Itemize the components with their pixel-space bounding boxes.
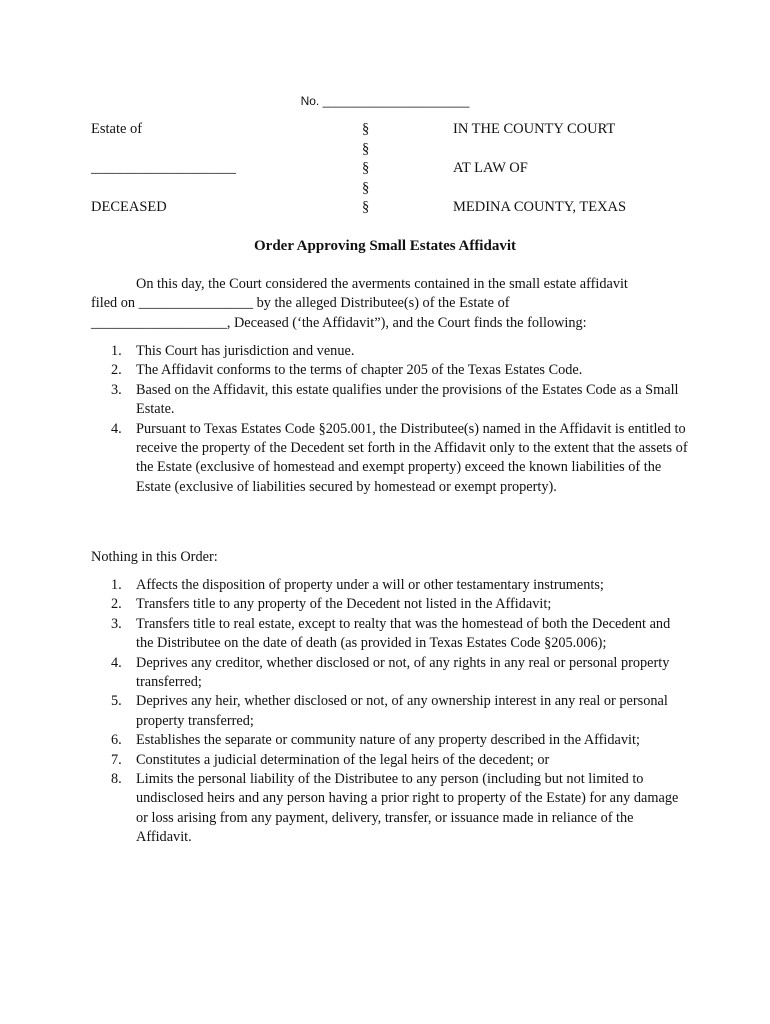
list-number: 1.: [111, 577, 122, 593]
list-item: [91, 361, 691, 380]
list-number: 5.: [111, 693, 122, 710]
list-number: 3.: [111, 615, 122, 632]
document-title: Order Approving Small Estates Affidavit: [254, 238, 516, 254]
decedent-name-blank: ____________________: [91, 160, 236, 176]
caption-left: DECEASED: [91, 199, 167, 215]
list-item: [91, 576, 691, 595]
caption-row: [0, 180, 770, 200]
list-text: Deprives any creditor, whether disclosed or not, of any rights in any real or personal property transferred;: [136, 654, 670, 691]
list-text: Deprives any heir, whether disclosed or not, of any ownership interest in any real or personal property transferred;: [136, 693, 668, 729]
intro-line: ___________________, Deceased (‘the Affidavit”), and the Court finds the following:: [91, 314, 587, 331]
section-symbol: §: [362, 160, 370, 176]
intro-paragraph: [91, 275, 691, 333]
list-number: 3.: [111, 381, 122, 398]
list-item: [91, 692, 691, 731]
intro-line: On this day, the Court considered the averments contained in the small estate affidavit: [136, 276, 628, 292]
list-number: 7.: [111, 751, 122, 768]
list-text: This Court has jurisdiction and venue.: [136, 343, 355, 359]
caption-left: Estate of: [91, 121, 143, 137]
caption-right: MEDINA COUNTY, TEXAS: [453, 199, 627, 215]
list-text: The Affidavit conforms to the terms of chapter 205 of the Texas Estates Code.: [136, 362, 583, 379]
list-number: 4.: [111, 654, 122, 671]
section-symbol: §: [362, 199, 370, 215]
caption-right: AT LAW OF: [453, 160, 528, 176]
list-text: Affects the disposition of property under a will or other testamentary instruments;: [136, 577, 604, 593]
list-item: [91, 595, 691, 614]
list-number: 8.: [111, 771, 122, 788]
list-item: [91, 731, 691, 750]
section-symbol: §: [362, 179, 370, 196]
list-number: 1.: [111, 343, 122, 359]
list-item: [91, 615, 691, 654]
list-item: [91, 751, 691, 770]
list-text: Transfers title to real estate, except to realty that was the homestead of both the Decedent and the Distributee on the date of death (as provided in Texas Estates Code §205.006);: [136, 615, 671, 652]
list-text: Transfers title to any property of the Decedent not listed in the Affidavit;: [136, 596, 552, 613]
caption-row: [0, 121, 770, 141]
findings-list: [91, 342, 691, 497]
list-text: Pursuant to Texas Estates Code §205.001, the Distributee(s) named in the Affidavit is entitled to receive the property of the Decedent set forth in the Affidavit only to the extent that the assets of the Estate (exclusive of homestead and exempt property) exceed the known liabilities of the Estate (exclusive of liabilities secured by homestead or exempt property).: [136, 420, 688, 495]
list-text: Based on the Affidavit, this estate qualifies under the provisions of the Estates Code as a Small Estate.: [136, 381, 679, 418]
caption-row: [0, 141, 770, 161]
list-number: 2.: [111, 362, 122, 379]
list-text: Limits the personal liability of the Distributee to any person (including but not limited to undisclosed heirs and any person having a prior right to property of the Estate) for any damage or loss arising from any payment, delivery, transfer, or issuance made in reliance of the Affidavit.: [136, 771, 679, 846]
list-number: 4.: [111, 420, 122, 437]
caption-row: [0, 160, 770, 180]
intro-line: filed on ________________ by the alleged Distributee(s) of the Estate of: [91, 295, 510, 312]
case-number: No. ______________________: [300, 94, 470, 108]
section-symbol: §: [362, 121, 370, 137]
list-item: [91, 342, 691, 361]
list-number: 2.: [111, 596, 122, 613]
caption-right: IN THE COUNTY COURT: [453, 121, 616, 137]
nothing-heading: Nothing in this Order:: [91, 549, 218, 565]
list-text: Constitutes a judicial determination of the legal heirs of the decedent; or: [136, 751, 550, 768]
section-symbol: §: [362, 140, 370, 157]
list-text: Establishes the separate or community nature of any property described in the Affidavit;: [136, 732, 640, 749]
list-item: [91, 654, 691, 693]
limitations-list: [91, 576, 691, 848]
list-item: [91, 420, 691, 498]
list-item: [91, 381, 691, 420]
caption-row: [0, 199, 770, 219]
list-item: [91, 770, 691, 848]
list-number: 6.: [111, 732, 122, 749]
